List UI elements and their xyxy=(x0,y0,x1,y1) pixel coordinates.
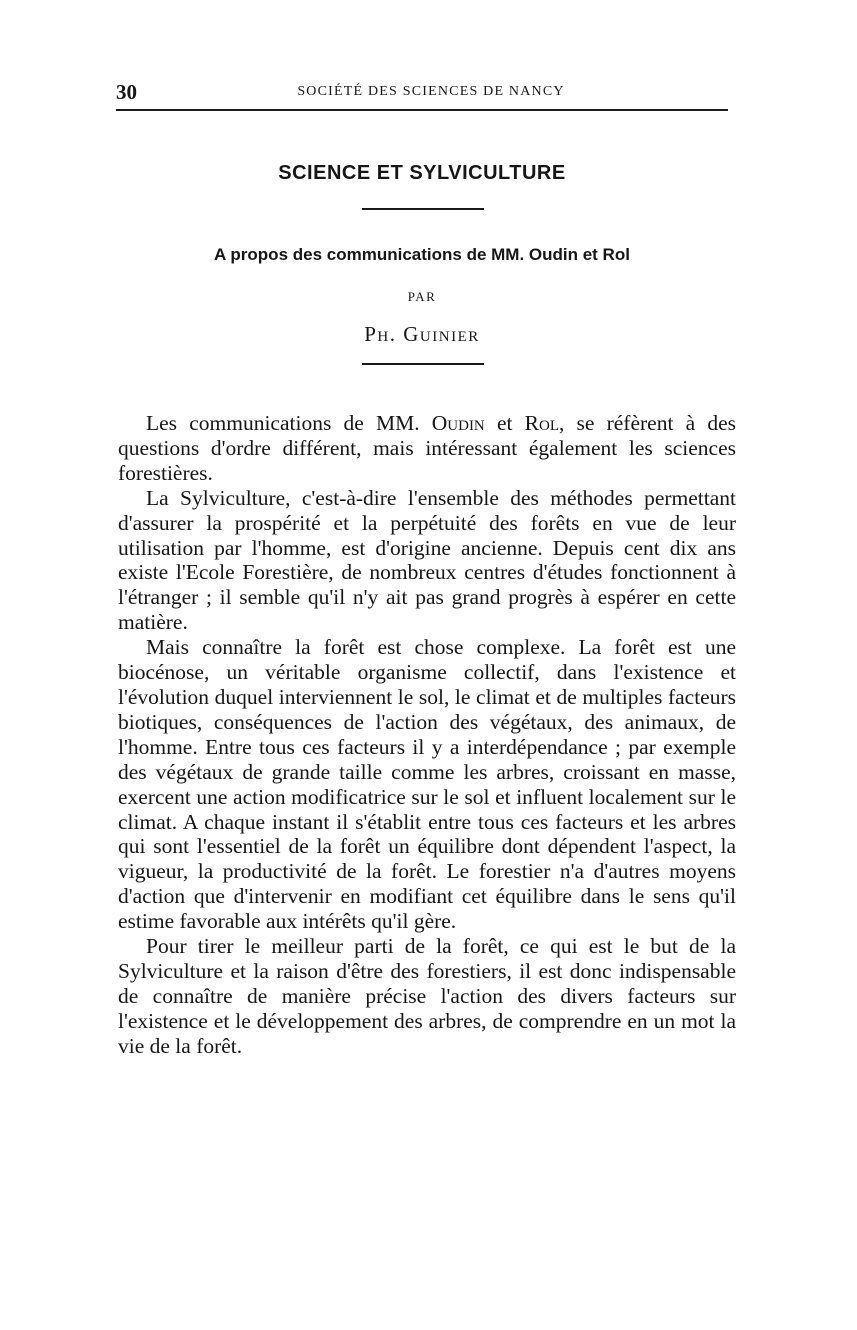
page-number: 30 xyxy=(116,80,137,104)
by-line: PAR xyxy=(407,289,437,304)
paragraph-1 xyxy=(118,411,736,486)
journal-title: SOCIÉTÉ DES SCIENCES DE NANCY xyxy=(297,84,565,99)
name-rol: Rol xyxy=(524,411,559,435)
paragraph-2: La Sylviculture, c'est-à-dire l'ensemble des méthodes permettant d'assurer la prospérité et la perpétuité des forêts en vue de leur utilisation par l'homme, est d'origine ancienne. Depuis cent dix ans existe l'Ecole Forestière, de nombreux centres d'études fonctionnent à l'étranger ; il semble qu'il n'y ait pas grand progrès à espérer en cette matière. xyxy=(118,485,736,635)
author-rule xyxy=(362,363,484,365)
article-title: SCIENCE ET SYLVICULTURE xyxy=(278,162,566,184)
article-subtitle: A propos des communications de MM. Oudin et Rol xyxy=(214,245,630,264)
article-body xyxy=(118,411,736,1059)
running-header xyxy=(116,80,728,106)
paragraph-1-text-mid: et xyxy=(484,411,525,435)
paragraph-3: Mais connaître la forêt est chose complexe. La forêt est une biocénose, un véritable organisme collectif, dans l'existence et l'évolution duquel interviennent le sol, le climat et de multiples facteurs biotiques, conséquences de l'action des végétaux, des animaux, de l'homme. Entre tous ces facteurs il y a interdépendance ; par exemple des végétaux de grande taille comme les arbres, croissant en masse, exercent une action modificatrice sur le sol et influent localement sur le climat. A chaque instant il s'établit entre tous ces facteurs et les arbres qui sont l'essentiel de la forêt un équilibre dont dépendent l'aspect, la vigueur, la productivité de la forêt. Le forestier n'a d'autres moyens d'action que d'intervenir en modifiant cet équilibre dans le sens qu'il estime favorable aux intérêts qu'il gère. xyxy=(118,635,736,934)
paragraph-1-text-start: Les communications de MM. xyxy=(146,411,432,435)
name-oudin: Oudin xyxy=(431,411,485,435)
paragraph-4: Pour tirer le meilleur parti de la forêt, ce qui est le but de la Sylviculture et la raison d'être des forestiers, il est donc indispensable de connaître de manière précise l'action des divers facteurs sur l'existence et le développement des arbres, de comprendre en un mot la vie de la forêt. xyxy=(118,934,736,1058)
header-rule xyxy=(116,109,728,111)
title-rule xyxy=(362,208,484,210)
author-name: Ph. Guinier xyxy=(364,322,480,346)
paragraph-1-text-end: , se réfèrent à des questions d'ordre différent, mais intéressant également les sciences forestières. xyxy=(118,411,736,485)
